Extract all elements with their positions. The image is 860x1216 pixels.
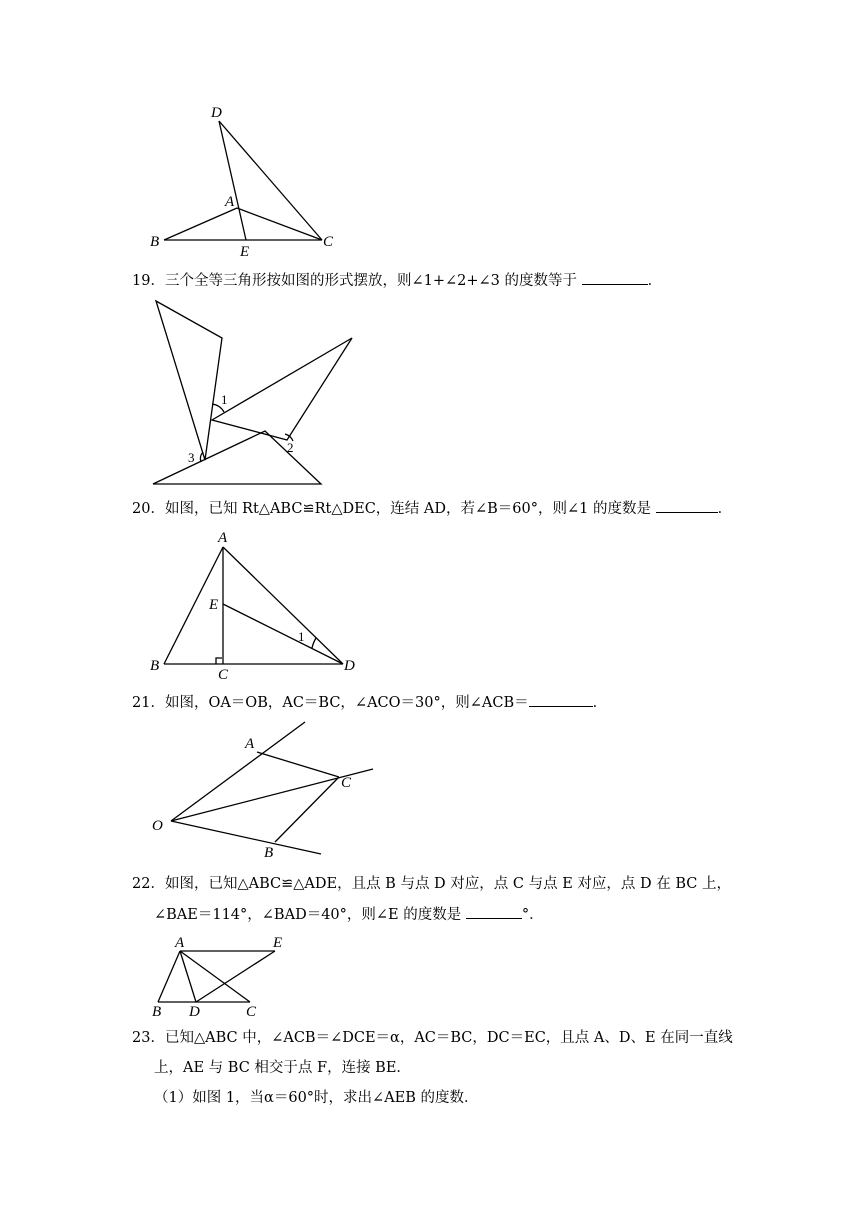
question-text: 上，AE 与 BC 相交于点 F，连接 BE． xyxy=(154,1060,411,1076)
label-E: E xyxy=(240,244,250,260)
answer-blank[interactable] xyxy=(656,498,718,513)
question-text: 22．如图，已知△ABC≌△ADE，且点 B 与点 D 对应，点 C 与点 E 对应，点 D 在 BC 上， xyxy=(132,876,731,892)
question-19: 19．三个全等三角形按如图的形式摆放，则∠1+∠2+∠3 的度数等于 ． xyxy=(132,270,662,291)
label-C: C xyxy=(341,775,352,791)
question-23-part-1 xyxy=(154,1088,479,1108)
answer-blank[interactable] xyxy=(466,904,522,919)
question-23-line-1 xyxy=(132,1028,733,1048)
angle-1-label: 1 xyxy=(298,629,305,644)
label-A: A xyxy=(225,194,235,210)
label-A: A xyxy=(218,530,228,546)
figure-19 xyxy=(153,301,352,484)
angle-1-label: 1 xyxy=(221,392,228,407)
question-text: 20．如图，已知 Rt△ABC≌Rt△DEC，连结 AD，若∠B＝60°，则∠1 的度数是 xyxy=(132,501,656,517)
figure-20 xyxy=(164,547,343,664)
label-B: B xyxy=(150,658,160,674)
label-A: A xyxy=(245,736,255,752)
angle-3-label: 3 xyxy=(188,450,195,465)
figure-18 xyxy=(164,121,322,240)
question-text: 23．已知△ABC 中，∠ACB＝∠DCE＝α，AC＝BC，DC＝EC，且点 A、D、E 在同一直线 xyxy=(132,1030,733,1046)
question-text: 21．如图，OA＝OB，AC＝BC，∠ACO＝30°，则∠ACB＝ xyxy=(132,695,529,711)
angle-2-label: 2 xyxy=(287,440,294,455)
question-text: （1）如图 1，当α＝60°时，求出∠AEB 的度数． xyxy=(154,1090,479,1106)
label-C: C xyxy=(218,667,229,683)
question-text: 19．三个全等三角形按如图的形式摆放，则∠1+∠2+∠3 的度数等于 xyxy=(132,273,582,289)
label-A: A xyxy=(175,935,185,951)
label-E: E xyxy=(209,597,219,613)
answer-blank[interactable] xyxy=(582,270,648,285)
label-O: O xyxy=(152,818,163,834)
question-22-line-1 xyxy=(132,874,731,894)
label-B: B xyxy=(152,1004,162,1020)
label-D: D xyxy=(344,658,355,674)
question-22-line-2: ∠BAE＝114°，∠BAD＝40°，则∠E 的度数是 °． xyxy=(154,904,544,925)
label-E: E xyxy=(273,935,283,951)
label-B: B xyxy=(150,234,160,250)
question-23-line-2 xyxy=(154,1058,411,1078)
label-C: C xyxy=(323,234,334,250)
figure-22 xyxy=(158,951,275,1002)
answer-blank[interactable] xyxy=(529,692,593,707)
label-B: B xyxy=(264,845,274,861)
question-text: ∠BAE＝114°，∠BAD＝40°，则∠E 的度数是 xyxy=(154,907,466,923)
label-C: C xyxy=(246,1004,257,1020)
question-21: 21．如图，OA＝OB，AC＝BC，∠ACO＝30°，则∠ACB＝ ． xyxy=(132,692,607,713)
label-D: D xyxy=(189,1004,200,1020)
question-20: 20．如图，已知 Rt△ABC≌Rt△DEC，连结 AD，若∠B＝60°，则∠1 的度数是 ． xyxy=(132,498,732,519)
label-D: D xyxy=(211,105,222,121)
